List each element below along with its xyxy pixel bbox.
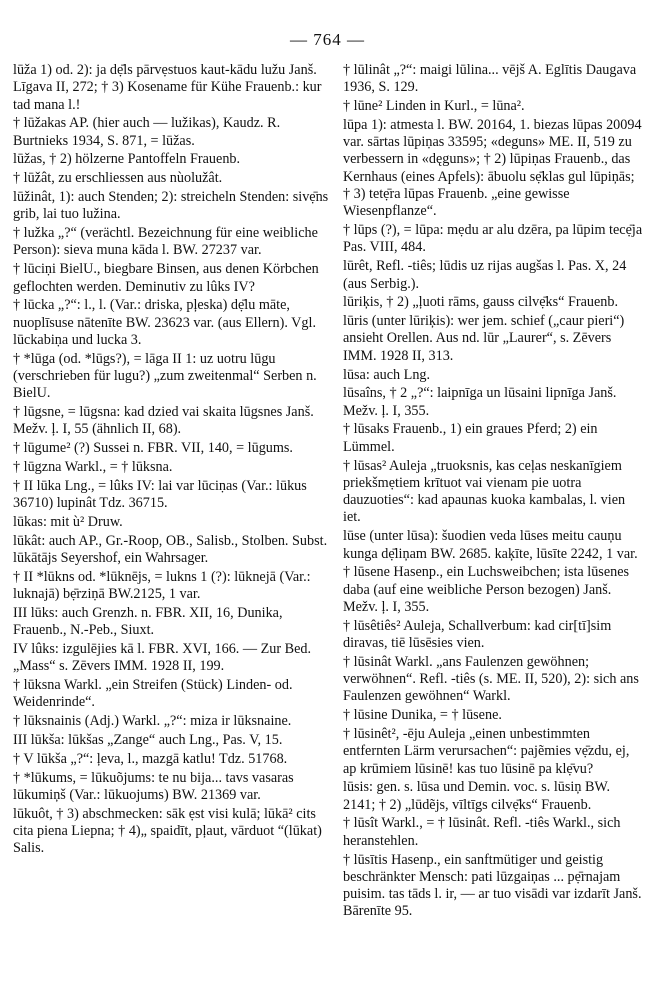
dictionary-entry: † V lūkša „?“: ļeva, l., mazgā katlu! Tdz. 51768. (13, 750, 288, 767)
dictionary-entry: IV lûks: izgulējies kā l. FBR. XVI, 166. — Zur Bed. „Mass“ s. Zēvers IMM. 1928 II, 199. (13, 641, 312, 675)
dictionary-entry: lūžinât, 1): auch Stenden; 2): streicheln Stenden: sivẹ̄ns grib, lai tuo lužina. (13, 189, 329, 223)
dictionary-entry: † lūsinât Warkl. „ans Faulenzen gewöhnen; verwöhnen“. Refl. -tiês (s. ME. II, 520), 2): sich ans Faulenzen gewöhnen“ Warkl. (343, 653, 639, 705)
dictionary-entry: III lūkša: lūkšas „Zange“ auch Lng., Pas. V, 15. (13, 731, 283, 748)
dictionary-entry: † lūgsne, = lūgsna: kad dzied vai skaita lūgsnes Janš. Mežv. ļ. I, 55 (ähnlich II, 68). (13, 404, 314, 438)
dictionary-entry: † II lūka Lng., = lûks IV: lai var lūciṇas (Var.: lūkus 36710) lupinât Tdz. 36715. (13, 477, 307, 512)
dictionary-entry: lūsaîns, † 2 „?“: laipnīga un lūsaini lipnīga Janš. Mežv. ļ. I, 355. (343, 385, 617, 419)
dictionary-entry: † lūsine Dunika, = † lūsene. (343, 707, 502, 724)
dictionary-entry: † lūlinât „?“: maigi lūlina... vējš A. Eglītis Daugava 1936, S. 129. (343, 62, 637, 96)
dictionary-entry: † lūsene Hasenp., ein Luchsweibchen; ista lūsenes daba (auf eine weibliche Person bezogen) Janš. Mežv. ļ. I, 355. (343, 564, 630, 615)
dictionary-entry: † lūsītis Hasenp., ein sanftmütiger und geistig beschränkter Mensch: pati lūzgaiņas ... pẹ̄rnajam puisim. tas tāds l. ir, — ar tuo visādi var izdarīt Janš. Bārenīte 95. (343, 851, 642, 920)
dictionary-entry: † lūcka „?“: l., l. (Var.: driska, pļeska) dẹ̄lu māte, nuoplīsuse nātenīte BW. 23623 var. (aus Ellern). Vgl. lūckabiṇa und lucka 3. (13, 297, 317, 348)
dictionary-entry: † lūksnainis (Adj.) Warkl. „?“: miza ir lūksnaine. (13, 713, 292, 730)
dictionary-entry: lūsa: auch Lng. (343, 366, 431, 383)
dictionary-entry: † lūciṇi BielU., biegbare Binsen, aus denen Körbchen geflochten werden. Deminutiv zu lûks IV? (13, 261, 319, 295)
dictionary-entry: lūkuôt, † 3) abschmecken: sāk ẹst visi kulā; lūkā² cits cita piena Liepna; † 4)„ spaidīt, pļaut, vārduot “(lūkat) Salis. (13, 805, 322, 857)
dictionary-entry: † lūgume² (?) Sussei n. FBR. VII, 140, = lūgums. (13, 440, 293, 457)
page-number: — 764 — (290, 30, 365, 49)
dictionary-entry: lūrêt, Refl. -tiês; lūdis uz rijas augšas l. Pas. X, 24 (aus Serbig.). (343, 258, 627, 292)
dictionary-entry: † lūsêtiês² Auleja, Schallverbum: kad cir[tī]sim diravas, tiē lūsēsies vien. (343, 617, 612, 651)
dictionary-entry: † lūps (?), = lūpa: mẹdu ar alu dzēra, pa lūpim tecẹ̄ja Pas. VIII, 484. (343, 222, 643, 256)
dictionary-entry: † lūne² Linden in Kurl., = lūna². (343, 98, 525, 115)
dictionary-entry: † lūžakas AP. (hier auch — lužikas), Kaudz. R. Burtnieks 1934, S. 871, = lūžas. (13, 115, 281, 149)
dictionary-entry: † lūsas² Auleja „truoksnis, kas ceļas neskanīgiem priekšmẹtiem krītuot vai vienam pie uotra dauzuoties“: kad apaunas kuoka kambalas, l. vien iet. (343, 457, 626, 526)
dictionary-entry: † lūsinêt², -ēju Auleja „einen unbestimmten entfernten Lärm verursachen“: pajẽmies vẹ̄zdu, ej, ap krūmiem lūsinē! kas tuo lūsinē pa klẹ̄vu? (343, 725, 630, 777)
dictionary-entry: † II *lūkns od. *lūknējs, = lukns 1 (?): lūknejā (Var.: luknajā) bẹ̄rziṇā BW.2125, 1 var. (13, 568, 311, 603)
dictionary-entry: lūža 1) od. 2): ja dẹ̄ls pārvẹstuos kaut-kādu lužu Janš. Līgava II, 272; † 3) Kosename für Kühe Frauenb.: kur tad mana l.! (13, 62, 322, 113)
dictionary-entry: lūriķis, † 2) „ļuoti rāms, gauss cilvẹ̄ks“ Frauenb. (343, 294, 619, 311)
dictionary-entry: † lūžât, zu erschliessen aus nùolužât. (13, 170, 223, 187)
dictionary-entry: lūsis: gen. s. lūsa und Demin. voc. s. lūsiņ BW. 2141; † 2) „lūdẽjs, vīltīgs cilvẹ̄ks“ Frauenb. (343, 779, 611, 813)
dictionary-entry: lūris (unter lūriķis): wer jem. schief („caur pieri“) ansieht Orellen. Aus nd. lūr „Laurer“, s. Zēvers IMM. 1928 II, 313. (343, 313, 625, 364)
dictionary-entry: † lūksna Warkl. „ein Streifen (Stück) Linden- od. Weidenrinde“. (13, 677, 293, 711)
dictionary-entry: † lūgzna Warkl., = † lūksna. (13, 459, 173, 476)
right-column (343, 62, 643, 922)
dictionary-entry: † *lūkums, = lūkuõjums: te nu bija... tavs vasaras lūkumiņš (Var.: lūkuojums) BW. 21369 var. (13, 769, 294, 803)
dictionary-entry: lūpa 1): atmesta l. BW. 20164, 1. biezas lūpas 20094 var. sārtas lūpiṇas 33595; «deguns» ME. II, 519 zu verbessern in «dęguns»; † 2) lūpiṇas Frauenb., das Kernhaus (eines Apfels): ābuolu sẹ̄klas gul lūpiņās; † 3) tetẹ̄ra lūpas Frauenb. „eine gewisse Wiesenpflanze“. (343, 116, 642, 220)
dictionary-entry: lūkât: auch AP., Gr.-Roop, OB., Salisb., Stolben. Subst. lūkātājs Seyershof, ein Wahrsager. (13, 532, 328, 567)
dictionary-entry: III lūks: auch Grenzh. n. FBR. XII, 16, Dunika, Frauenb., N.-Peb., Siuxt. (13, 604, 283, 639)
dictionary-entry: † lūsît Warkl., = † lūsinât. Refl. -tiês Warkl., sich heranstehlen. (343, 815, 621, 849)
dictionary-entry: † lūsaks Frauenb., 1) ein graues Pferd; 2) ein Lümmel. (343, 421, 598, 455)
dictionary-entry: lūžas, † 2) hölzerne Pantoffeln Frauenb. (13, 151, 241, 168)
dictionary-entry: † lužka „?“ (verächtl. Bezeichnung für eine weibliche Person): sieva muna kāda l. BW. 27237 var. (13, 225, 318, 259)
dictionary-entry: † *lūga (od. *lūgs?), = lāga II 1: uz uotru lūgu (verschrieben für lugu?) „zum zweitenmal“ Serben n. BielU. (13, 350, 317, 402)
dictionary-entry: lūkas: mit ù² Druw. (13, 513, 123, 530)
dictionary-entry: lūse (unter lūsa): šuodien veda lūses meitu cauņu kunga dẹ̄liņam BW. 2685. kaķīte, lūsīte 2242, 1 var. (343, 528, 638, 562)
left-column (13, 62, 331, 859)
